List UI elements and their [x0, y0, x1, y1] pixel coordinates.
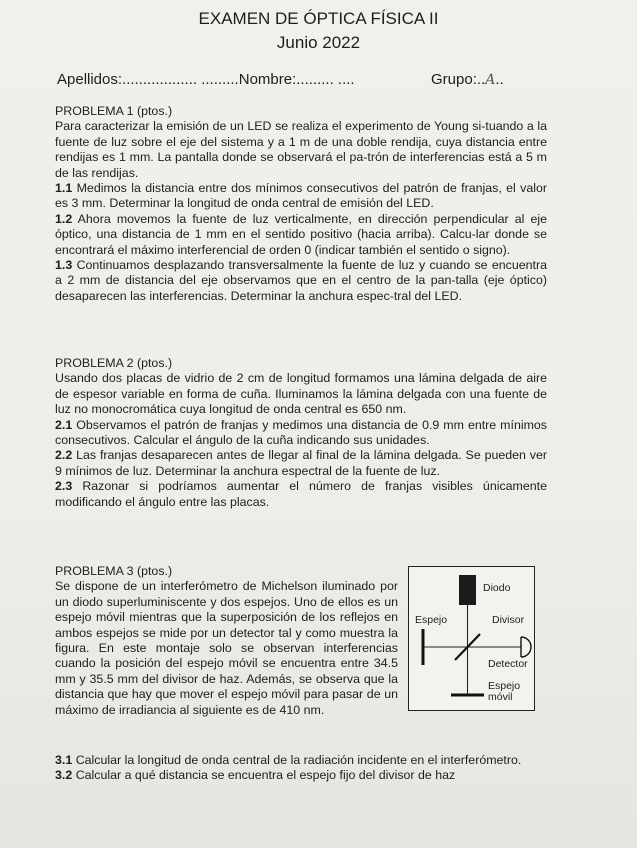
grupo-handwritten-value: A	[485, 72, 496, 88]
exam-date: Junio 2022	[276, 33, 361, 52]
michelson-interferometer-figure	[408, 566, 535, 711]
problem-3-points: (ptos.)	[136, 564, 173, 578]
problem-2-points: (ptos.)	[136, 356, 173, 370]
figure-label-espejo-movil-1: Espejo	[488, 680, 521, 692]
question-1-3	[55, 258, 547, 304]
question-1-3-number: 1.3	[55, 258, 73, 273]
problem-2-heading	[55, 356, 547, 371]
problem-1-intro: Para caracterizar la emisión de un LED se realiza el experimento de Young si-tuando a la fuente de luz sobre el eje del sistema y a 1 m de una doble rendija, cuya distancia entre rendijas es 1 mm. La pantalla donde se observará el pa-trón de interferencias está a 5 m de las rendijas.	[55, 119, 547, 180]
grupo-label: Grupo:..	[431, 71, 486, 88]
problem-1-title: PROBLEMA 1	[55, 104, 134, 118]
question-2-3-number: 2.3	[55, 479, 73, 494]
exam-title: EXAMEN DE ÓPTICA FÍSICA II	[198, 9, 439, 28]
grupo-trail: ..	[495, 71, 504, 88]
question-2-2	[55, 448, 547, 479]
grupo-field	[431, 71, 504, 88]
problem-3-intro: Se dispone de un interferómetro de Michelson iluminado por un diodo superluminiscente y dos espejos. Uno de ellos es un espejo móvil mientras que la superposición de los reflejos en ambos espejos se mide por un detector tal y como muestra la figura. En este montaje solo se observan interferencias cuando la posición del espejo móvil se encuentra entre 34.5 mm y 35.5 mm del divisor de haz. Además, se observa que la distancia que hay que mover el espejo móvil para pasar de un máximo de irradiancia al siguiente es de 410 nm.	[55, 579, 398, 717]
question-3-2-text: Calcular a qué distancia se encuentra el espejo fijo del divisor de haz	[75, 768, 456, 783]
question-2-3-text: Razonar si podríamos aumentar el número de franjas visibles únicamente modificando el ángulo entre las placas.	[55, 479, 547, 509]
question-2-3	[55, 479, 547, 510]
student-id-line	[57, 71, 504, 88]
question-1-1	[55, 181, 547, 212]
figure-label-detector: Detector	[488, 658, 528, 670]
question-3-1	[55, 753, 547, 768]
problem-1-points: (ptos.)	[136, 104, 173, 118]
question-2-1-number: 2.1	[55, 417, 73, 432]
figure-label-espejo-movil-2: móvil	[488, 691, 513, 703]
problem-2-title: PROBLEMA 2	[55, 356, 134, 370]
figure-label-diodo: Diodo	[483, 582, 511, 594]
detector-symbol	[521, 637, 531, 657]
question-2-2-number: 2.2	[55, 448, 73, 463]
question-3-1-number: 3.1	[55, 753, 73, 767]
question-3-1-text: Calcular la longitud de onda central de la radiación incidente en el interferómetro.	[75, 753, 522, 767]
figure-label-divisor: Divisor	[492, 614, 525, 626]
question-2-1	[55, 418, 547, 449]
problem-2-intro: Usando dos placas de vidrio de 2 cm de longitud formamos una lámina delgada de aire de espesor variable en forma de cuña. Iluminamos la lámina delgada con una fuente de luz no monocromática cuya longitud de onda central es 650 nm.	[55, 371, 547, 417]
problem-3-questions	[55, 753, 547, 784]
diode-source	[459, 575, 476, 605]
question-1-1-number: 1.1	[55, 181, 73, 196]
question-1-3-text: Continuamos desplazando transversalmente la fuente de luz y cuando se encuentra a 2 mm de distancia del eje observamos que en el centro de la pan-talla (eje óptico) desaparecen las interferencias. Determinar la anchura espec-tral del LED.	[55, 258, 547, 303]
question-2-2-text: Las franjas desaparecen antes de llegar al final de la lámina delgada. Se pueden ver 9 mínimos de luz. Determinar la anchura espectral de la fuente de luz.	[55, 448, 547, 478]
question-1-1-text: Medimos la distancia entre dos mínimos consecutivos del patrón de franjas, el valor es 3 mm. Determinar la longitud de onda central de emisión del LED.	[55, 181, 547, 211]
figure-label-espejo: Espejo	[415, 614, 448, 626]
problem-1-heading	[55, 104, 547, 119]
problem-3-title: PROBLEMA 3	[55, 564, 134, 578]
question-3-2	[55, 768, 547, 783]
apellidos-field: Apellidos:.................. .........	[57, 71, 239, 88]
question-1-2-text: Ahora movemos la fuente de luz verticalmente, en dirección perpendicular al eje óptico, una distancia de 1 mm en el sentido positivo (hacia arriba). Calcu-lar donde se encontrará el máximo interferencial de orden 0 (indicar también el sentido o signo).	[55, 211, 547, 257]
problem-1	[55, 104, 547, 304]
nombre-field: Nombre:......... ....	[238, 71, 355, 88]
problem-2	[55, 356, 547, 510]
question-3-2-number: 3.2	[55, 768, 73, 783]
question-1-2	[55, 212, 547, 258]
question-2-1-text: Observamos el patrón de franjas y medimos una distancia de 0.9 mm entre mínimos consecutivos. Calcular el ángulo de la cuña indicando sus unidades.	[55, 417, 548, 448]
question-1-2-number: 1.2	[55, 211, 73, 226]
